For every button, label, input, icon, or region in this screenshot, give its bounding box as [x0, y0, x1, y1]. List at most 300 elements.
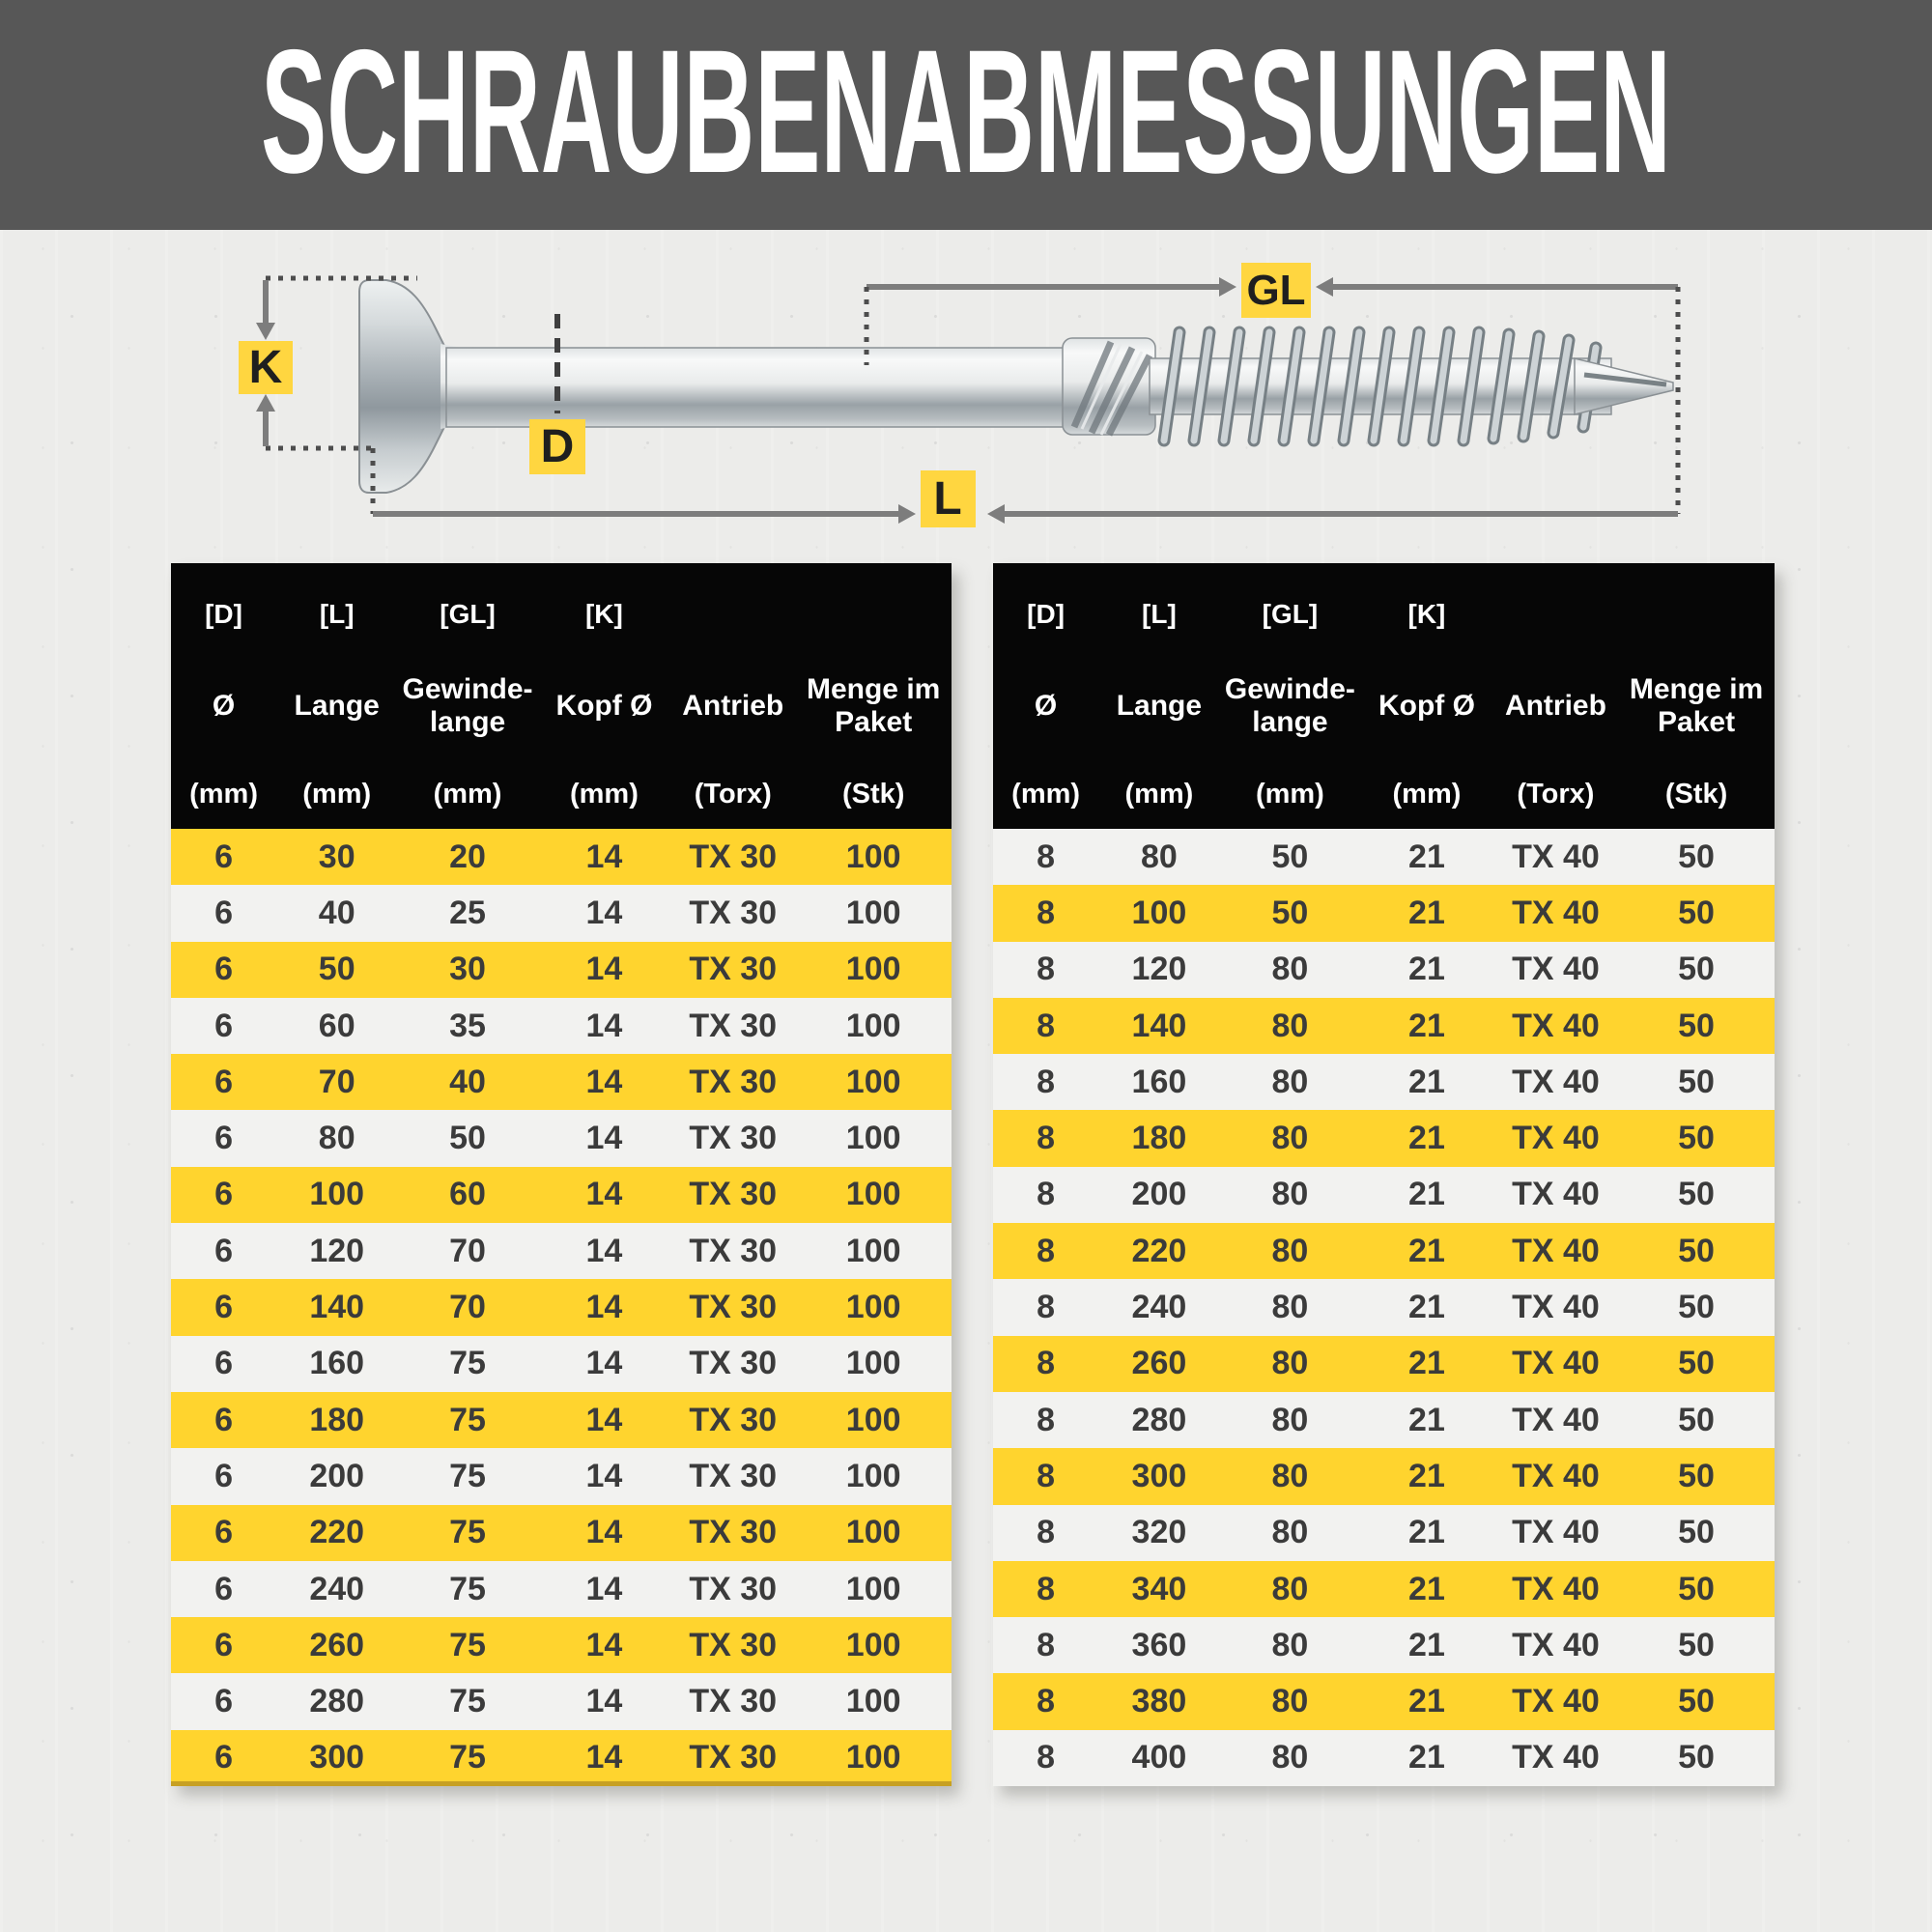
- table-cell: 21: [1408, 1514, 1445, 1551]
- table-cell: 35: [449, 1007, 486, 1044]
- table-row: [993, 942, 1775, 998]
- table-cell: 140: [309, 1289, 365, 1326]
- table-body: [993, 829, 1775, 1786]
- col-package-qty: Menge im Paket: [806, 673, 941, 738]
- table-cell: TX 40: [1512, 1120, 1600, 1157]
- table-cell: TX 30: [689, 1570, 778, 1607]
- table-cell: 21: [1408, 1007, 1445, 1044]
- table-cell: 75: [449, 1401, 486, 1438]
- table-cell: 80: [1271, 1626, 1309, 1663]
- table-cell: 60: [318, 1007, 355, 1044]
- bracket-gl: [GL]: [1262, 599, 1319, 629]
- table-cell: 8: [1037, 1176, 1056, 1213]
- table-cell: 8: [1037, 1514, 1056, 1551]
- table-cell: 320: [1131, 1514, 1187, 1551]
- table-header: [171, 563, 952, 829]
- table-cell: 14: [585, 1457, 623, 1494]
- table-cell: 21: [1408, 1345, 1445, 1382]
- table-cell: 50: [1678, 1007, 1715, 1044]
- table-cell: 6: [214, 1683, 233, 1720]
- table-cell: 21: [1408, 838, 1445, 875]
- table-cell: 8: [1037, 838, 1056, 875]
- table-row: [171, 1561, 952, 1617]
- table-cell: 21: [1408, 1683, 1445, 1720]
- table-row: [993, 1223, 1775, 1279]
- table-cell: 8: [1037, 1289, 1056, 1326]
- table-row: [993, 1336, 1775, 1392]
- col-head-diameter: Kopf Ø: [555, 690, 653, 723]
- table-row: [171, 1223, 952, 1279]
- table-cell: 70: [318, 1063, 355, 1100]
- table-cell: TX 30: [689, 1626, 778, 1663]
- table-cell: 140: [1131, 1007, 1187, 1044]
- bracket-d: [D]: [1027, 599, 1065, 629]
- table-cell: 100: [845, 1626, 901, 1663]
- table-cell: 75: [449, 1345, 486, 1382]
- table-row: [171, 1392, 952, 1448]
- table-cell: 40: [449, 1063, 486, 1100]
- table-cell: 80: [1271, 951, 1309, 988]
- unit-stk: (Stk): [841, 779, 905, 810]
- table-cell: 100: [309, 1176, 365, 1213]
- table-cell: TX 40: [1512, 1232, 1600, 1269]
- table-row: [993, 1167, 1775, 1223]
- table-cell: 6: [214, 1345, 233, 1382]
- table-cell: 80: [1271, 1345, 1309, 1382]
- table-row: [993, 1448, 1775, 1504]
- table-cell: 240: [309, 1570, 365, 1607]
- table-cell: 360: [1131, 1626, 1187, 1663]
- screw-threads: [1164, 332, 1596, 440]
- table-cell: 50: [1678, 1570, 1715, 1607]
- table-row: [993, 1673, 1775, 1729]
- unit-mm-4: (mm): [569, 779, 639, 810]
- table-row: [171, 1673, 952, 1729]
- table-cell: 75: [449, 1626, 486, 1663]
- table-cell: 8: [1037, 1063, 1056, 1100]
- table-cell: 75: [449, 1514, 486, 1551]
- table-cell: 8: [1037, 1232, 1056, 1269]
- table-cell: 100: [845, 894, 901, 931]
- table-cell: 200: [309, 1457, 365, 1494]
- table-cell: 50: [1678, 1289, 1715, 1326]
- table-cell: 21: [1408, 1063, 1445, 1100]
- table-cell: TX 40: [1512, 1626, 1600, 1663]
- table-cell: 280: [309, 1683, 365, 1720]
- table-cell: 70: [449, 1232, 486, 1269]
- l-arrowhead-right: [898, 504, 916, 524]
- table-cell: TX 30: [689, 894, 778, 931]
- table-row: [171, 942, 952, 998]
- table-bracket-row: [993, 563, 1775, 652]
- col-drive: Antrieb: [1504, 690, 1606, 723]
- unit-torx: (Torx): [1517, 779, 1595, 810]
- l-label: L: [933, 473, 962, 525]
- table-cell: 8: [1037, 1401, 1056, 1438]
- unit-mm-3: (mm): [1255, 779, 1324, 810]
- col-drive: Antrieb: [682, 690, 784, 723]
- table-cell: 6: [214, 1176, 233, 1213]
- table-cell: 80: [1271, 1401, 1309, 1438]
- table-cell: 100: [845, 1289, 901, 1326]
- table-cell: 14: [585, 1570, 623, 1607]
- table-cell: 300: [1131, 1457, 1187, 1494]
- table-row: [171, 998, 952, 1054]
- table-cell: 21: [1408, 1401, 1445, 1438]
- table-cell: TX 30: [689, 1232, 778, 1269]
- table-cell: 50: [1678, 1739, 1715, 1776]
- table-cell: 160: [309, 1345, 365, 1382]
- table-cell: 80: [1271, 1007, 1309, 1044]
- table-cell: 50: [1678, 1626, 1715, 1663]
- table-bracket-row: [171, 563, 952, 652]
- table-cell: 200: [1131, 1176, 1187, 1213]
- table-cell: TX 40: [1512, 1683, 1600, 1720]
- table-row: [171, 1336, 952, 1392]
- table-cell: 50: [318, 951, 355, 988]
- table-row: [993, 1561, 1775, 1617]
- k-arrowhead-down: [256, 323, 275, 340]
- table-cell: 8: [1037, 1739, 1056, 1776]
- table-cell: 100: [845, 1176, 901, 1213]
- table-row: [993, 1110, 1775, 1166]
- k-label: K: [248, 342, 283, 393]
- table-cell: 50: [1678, 1683, 1715, 1720]
- table-row: [171, 1505, 952, 1561]
- table-cell: 8: [1037, 1683, 1056, 1720]
- table-cell: 100: [845, 1457, 901, 1494]
- table-cell: 8: [1037, 1120, 1056, 1157]
- table-cell: 6: [214, 1457, 233, 1494]
- col-diameter: Ø: [212, 690, 236, 723]
- table-cell: 260: [1131, 1345, 1187, 1382]
- table-row: [171, 829, 952, 885]
- table-cell: 80: [1271, 1457, 1309, 1494]
- table-cell: 21: [1408, 1176, 1445, 1213]
- gl-arrowhead-left: [1316, 277, 1333, 297]
- table-cell: 50: [1678, 1401, 1715, 1438]
- table-cell: 6: [214, 1063, 233, 1100]
- table-cell: 50: [1678, 1232, 1715, 1269]
- screw-dimension-diagram: [0, 230, 1932, 565]
- table-cell: 380: [1131, 1683, 1187, 1720]
- table-cell: 80: [1271, 1683, 1309, 1720]
- table-cell: 50: [1678, 1120, 1715, 1157]
- title-svg: [0, 0, 1932, 230]
- table-cell: 80: [1271, 1289, 1309, 1326]
- table-cell: 6: [214, 1289, 233, 1326]
- table-cell: 8: [1037, 1007, 1056, 1044]
- table-cell: TX 30: [689, 951, 778, 988]
- table-cell: 14: [585, 894, 623, 931]
- table-cell: 50: [1678, 838, 1715, 875]
- col-length: Lange: [1116, 690, 1203, 723]
- table-row: [993, 1279, 1775, 1335]
- table-column-names: [171, 652, 952, 760]
- table-cell: 30: [318, 838, 355, 875]
- table-cell: TX 30: [689, 1457, 778, 1494]
- table-cell: TX 40: [1512, 838, 1600, 875]
- table-cell: 50: [1678, 951, 1715, 988]
- bracket-l: [L]: [1142, 599, 1177, 629]
- table-cell: 80: [318, 1120, 355, 1157]
- table-cell: 30: [449, 951, 486, 988]
- table-cell: 100: [845, 1007, 901, 1044]
- table-cell: TX 30: [689, 1120, 778, 1157]
- table-cell: 75: [449, 1457, 486, 1494]
- table-cell: 14: [585, 1345, 623, 1382]
- table-cell: 6: [214, 894, 233, 931]
- table-cell: 400: [1131, 1739, 1187, 1776]
- table-cell: 80: [1271, 1570, 1309, 1607]
- unit-mm-1: (mm): [1011, 779, 1081, 810]
- table-cell: 14: [585, 1683, 623, 1720]
- table-cell: 50: [1678, 1176, 1715, 1213]
- table-cell: 8: [1037, 951, 1056, 988]
- table-cell: TX 40: [1512, 894, 1600, 931]
- table-cell: 8: [1037, 894, 1056, 931]
- table-cell: 21: [1408, 1626, 1445, 1663]
- unit-mm-4: (mm): [1392, 779, 1462, 810]
- dimension-table-6mm: [171, 563, 952, 1786]
- table-cell: 6: [214, 1570, 233, 1607]
- title-band: [0, 0, 1932, 230]
- table-cell: 100: [1131, 894, 1187, 931]
- table-row: [993, 998, 1775, 1054]
- table-cell: 50: [1271, 894, 1309, 931]
- unit-mm-3: (mm): [433, 779, 502, 810]
- table-cell: 14: [585, 1401, 623, 1438]
- table-row: [993, 1054, 1775, 1110]
- table-cell: 80: [1271, 1063, 1309, 1100]
- bracket-gl: [GL]: [440, 599, 496, 629]
- table-cell: 80: [1271, 1176, 1309, 1213]
- page-title: SCHRAUBENABMESSUNGEN: [261, 13, 1672, 210]
- table-column-names: [993, 652, 1775, 760]
- table-units-row: [993, 760, 1775, 829]
- table-cell: 100: [845, 951, 901, 988]
- unit-mm-2: (mm): [1124, 779, 1194, 810]
- table-cell: TX 30: [689, 1176, 778, 1213]
- table-cell: TX 30: [689, 1289, 778, 1326]
- table-cell: 21: [1408, 894, 1445, 931]
- table-cell: 6: [214, 951, 233, 988]
- table-cell: 160: [1131, 1063, 1187, 1100]
- table-cell: TX 40: [1512, 1457, 1600, 1494]
- col-package-qty: Menge im Paket: [1629, 673, 1764, 738]
- col-length: Lange: [294, 690, 380, 723]
- col-thread-length: Gewinde-lange: [1224, 673, 1355, 738]
- table-cell: TX 40: [1512, 1514, 1600, 1551]
- table-row: [171, 1730, 952, 1786]
- table-cell: 14: [585, 1232, 623, 1269]
- table-cell: 6: [214, 1626, 233, 1663]
- table-cell: TX 30: [689, 1401, 778, 1438]
- table-row: [171, 1279, 952, 1335]
- table-cell: 120: [1131, 951, 1187, 988]
- col-diameter: Ø: [1034, 690, 1058, 723]
- table-row: [171, 1110, 952, 1166]
- gl-arrowhead-right: [1219, 277, 1236, 297]
- table-cell: 14: [585, 1063, 623, 1100]
- table-cell: 21: [1408, 951, 1445, 988]
- table-cell: 100: [845, 838, 901, 875]
- table-cell: 300: [309, 1739, 365, 1776]
- table-cell: 14: [585, 1514, 623, 1551]
- table-cell: 21: [1408, 1570, 1445, 1607]
- table-cell: 8: [1037, 1457, 1056, 1494]
- table-cell: TX 30: [689, 1514, 778, 1551]
- table-cell: 180: [309, 1401, 365, 1438]
- table-cell: 14: [585, 951, 623, 988]
- screw-tip: [1575, 358, 1673, 414]
- table-cell: TX 30: [689, 1739, 778, 1776]
- table-cell: 50: [1271, 838, 1309, 875]
- table-row: [171, 1054, 952, 1110]
- table-cell: 100: [845, 1063, 901, 1100]
- unit-stk: (Stk): [1664, 779, 1728, 810]
- table-cell: 8: [1037, 1570, 1056, 1607]
- table-cell: 14: [585, 1007, 623, 1044]
- table-cell: 80: [1271, 1739, 1309, 1776]
- table-cell: 6: [214, 1232, 233, 1269]
- table-cell: 14: [585, 1626, 623, 1663]
- table-cell: TX 40: [1512, 1063, 1600, 1100]
- table-cell: 14: [585, 1289, 623, 1326]
- table-cell: 100: [845, 1570, 901, 1607]
- table-row: [993, 1392, 1775, 1448]
- table-cell: 6: [214, 1120, 233, 1157]
- table-cell: 6: [214, 838, 233, 875]
- table-cell: TX 40: [1512, 951, 1600, 988]
- screw-knurl: [1063, 338, 1155, 435]
- bracket-k: [K]: [1407, 599, 1446, 629]
- table-cell: 280: [1131, 1401, 1187, 1438]
- table-row: [993, 1617, 1775, 1673]
- table-cell: 50: [1678, 1514, 1715, 1551]
- table-cell: 21: [1408, 1457, 1445, 1494]
- table-cell: 100: [845, 1345, 901, 1382]
- table-cell: 21: [1408, 1232, 1445, 1269]
- table-cell: TX 40: [1512, 1739, 1600, 1776]
- table-cell: 40: [318, 894, 355, 931]
- table-row: [993, 1730, 1775, 1786]
- table-cell: 220: [1131, 1232, 1187, 1269]
- table-cell: 100: [845, 1120, 901, 1157]
- table-cell: TX 40: [1512, 1570, 1600, 1607]
- table-cell: TX 30: [689, 1063, 778, 1100]
- table-cell: 14: [585, 1176, 623, 1213]
- table-cell: 8: [1037, 1626, 1056, 1663]
- table-row: [993, 829, 1775, 885]
- table-cell: 260: [309, 1626, 365, 1663]
- d-label: D: [540, 421, 575, 472]
- unit-mm-1: (mm): [189, 779, 258, 810]
- table-body: [171, 829, 952, 1786]
- table-units-row: [171, 760, 952, 829]
- table-cell: 50: [1678, 1345, 1715, 1382]
- table-cell: 6: [214, 1739, 233, 1776]
- table-cell: 100: [845, 1739, 901, 1776]
- table-cell: 20: [449, 838, 486, 875]
- table-cell: TX 40: [1512, 1401, 1600, 1438]
- table-cell: 21: [1408, 1289, 1445, 1326]
- table-cell: 25: [449, 894, 486, 931]
- table-cell: 75: [449, 1683, 486, 1720]
- screw-shank: [446, 348, 1069, 427]
- table-cell: TX 30: [689, 1007, 778, 1044]
- unit-torx: (Torx): [694, 779, 772, 810]
- table-cell: TX 30: [689, 1683, 778, 1720]
- table-cell: 100: [845, 1514, 901, 1551]
- col-head-diameter: Kopf Ø: [1378, 690, 1475, 723]
- table-cell: 21: [1408, 1739, 1445, 1776]
- table-cell: 80: [1271, 1514, 1309, 1551]
- table-cell: 50: [449, 1120, 486, 1157]
- table-cell: 240: [1131, 1289, 1187, 1326]
- table-cell: 50: [1678, 1457, 1715, 1494]
- table-cell: 220: [309, 1514, 365, 1551]
- table-cell: TX 40: [1512, 1289, 1600, 1326]
- table-cell: 340: [1131, 1570, 1187, 1607]
- table-cell: TX 30: [689, 838, 778, 875]
- table-cell: 14: [585, 1120, 623, 1157]
- table-cell: 80: [1271, 1232, 1309, 1269]
- table-cell: 120: [309, 1232, 365, 1269]
- table-row: [171, 1448, 952, 1504]
- table-row: [171, 1167, 952, 1223]
- k-arrowhead-up: [256, 394, 275, 412]
- table-cell: 80: [1140, 838, 1178, 875]
- table-cell: 100: [845, 1683, 901, 1720]
- table-cell: 80: [1271, 1120, 1309, 1157]
- table-cell: 50: [1678, 1063, 1715, 1100]
- table-cell: 75: [449, 1739, 486, 1776]
- table-header: [993, 563, 1775, 829]
- table-cell: 70: [449, 1289, 486, 1326]
- table-row: [171, 1617, 952, 1673]
- table-cell: TX 30: [689, 1345, 778, 1382]
- table-cell: 6: [214, 1401, 233, 1438]
- table-row: [993, 885, 1775, 941]
- bracket-l: [L]: [319, 599, 355, 629]
- col-thread-length: Gewinde-lange: [402, 673, 533, 738]
- table-cell: TX 40: [1512, 1007, 1600, 1044]
- table-row: [171, 885, 952, 941]
- table-cell: 8: [1037, 1345, 1056, 1382]
- table-cell: 180: [1131, 1120, 1187, 1157]
- table-cell: TX 40: [1512, 1345, 1600, 1382]
- table-row: [993, 1505, 1775, 1561]
- table-cell: 14: [585, 1739, 623, 1776]
- table-cell: 50: [1678, 894, 1715, 931]
- table-cell: 21: [1408, 1120, 1445, 1157]
- table-cell: 100: [845, 1232, 901, 1269]
- dimension-table-8mm: [993, 563, 1775, 1786]
- table-cell: TX 40: [1512, 1176, 1600, 1213]
- table-cell: 100: [845, 1401, 901, 1438]
- gl-label: GL: [1246, 267, 1306, 314]
- bracket-d: [D]: [205, 599, 242, 629]
- unit-mm-2: (mm): [302, 779, 372, 810]
- table-cell: 14: [585, 838, 623, 875]
- table-cell: 60: [449, 1176, 486, 1213]
- table-cell: 75: [449, 1570, 486, 1607]
- l-arrowhead-left: [987, 504, 1005, 524]
- bracket-k: [K]: [584, 599, 623, 629]
- table-cell: 6: [214, 1007, 233, 1044]
- table-cell: 6: [214, 1514, 233, 1551]
